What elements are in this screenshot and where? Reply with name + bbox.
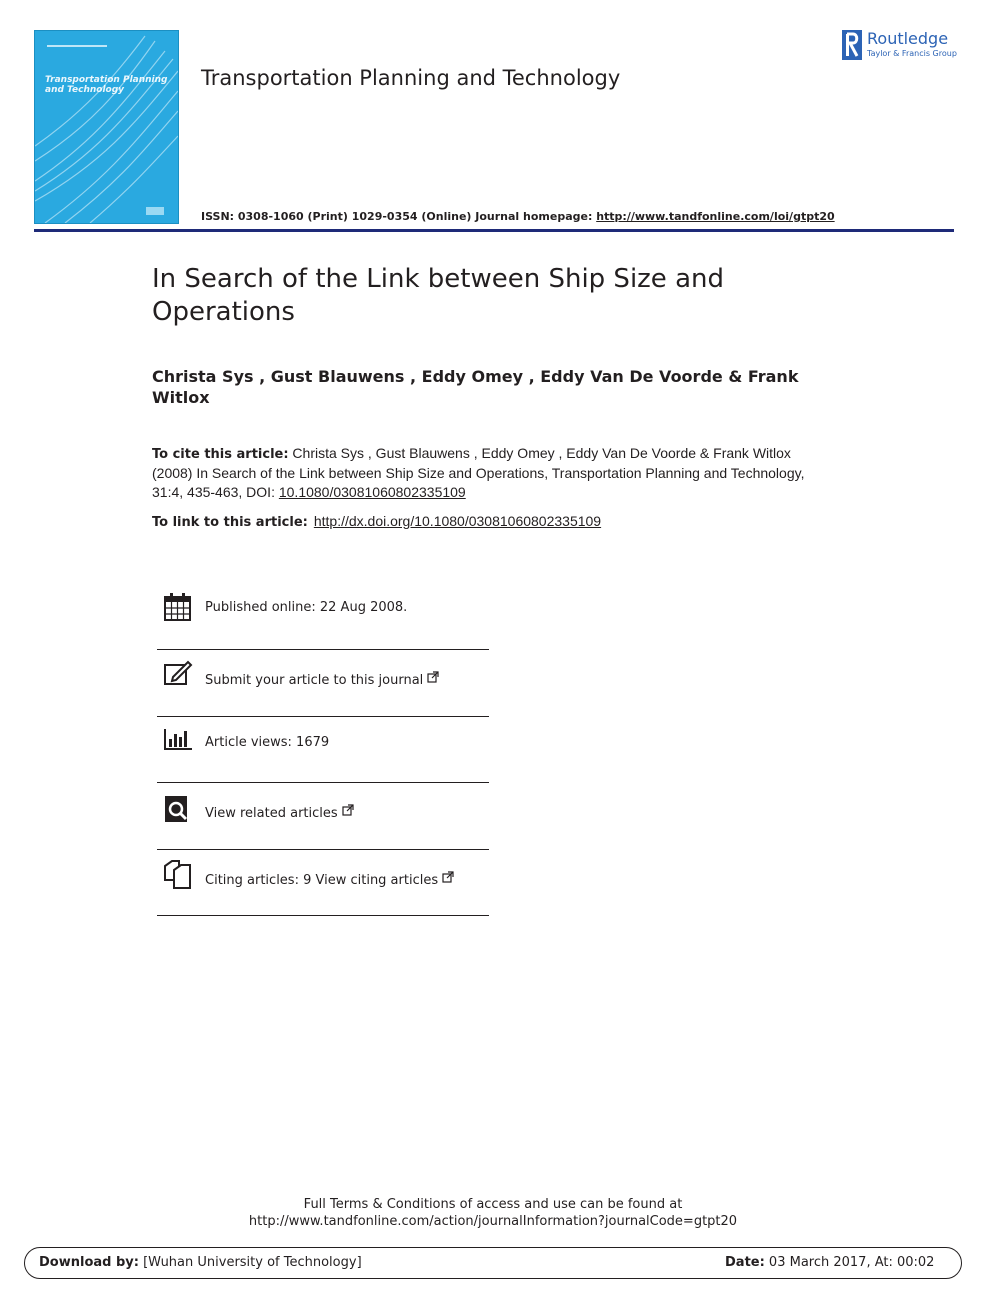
search-icon xyxy=(163,794,193,824)
divider xyxy=(157,649,489,650)
external-link-icon xyxy=(442,871,454,883)
submit-article-text: Submit your article to this journal xyxy=(205,673,424,688)
publisher-name: Routledge xyxy=(867,29,949,48)
published-online-text: Published online: 22 Aug 2008. xyxy=(205,600,408,615)
divider xyxy=(157,716,489,717)
external-link-icon xyxy=(342,804,354,816)
download-info-bar xyxy=(24,1247,962,1279)
article-link-line xyxy=(152,513,601,530)
divider xyxy=(157,915,489,916)
download-by xyxy=(39,1255,362,1270)
article-authors: Christa Sys , Gust Blauwens , Eddy Omey , Eddy Van De Voorde & Frank Witlox xyxy=(152,367,799,407)
related-articles-text: View related articles xyxy=(205,806,338,821)
publisher-group: Taylor & Francis Group xyxy=(867,49,957,58)
cover-title: Transportation Planning and Technology xyxy=(45,75,168,95)
journal-homepage-link[interactable]: http://www.tandfonline.com/loi/gtpt20 xyxy=(596,210,835,223)
journal-cover-image xyxy=(34,30,179,224)
citation-label: To cite this article: xyxy=(152,447,289,462)
article-link-label: To link to this article: xyxy=(152,515,308,530)
download-label: Download by: xyxy=(39,1255,139,1270)
article-title: In Search of the Link between Ship Size and Operations xyxy=(152,264,724,327)
divider xyxy=(157,782,489,783)
bar-chart-icon xyxy=(163,727,193,757)
edit-icon xyxy=(163,660,193,690)
publisher-logo xyxy=(842,30,962,62)
citing-articles-row[interactable] xyxy=(157,860,489,926)
article-views-row xyxy=(157,727,489,793)
cover-publisher-logo xyxy=(146,207,164,215)
external-link-icon xyxy=(427,671,439,683)
journal-name[interactable]: Transportation Planning and Technology xyxy=(201,66,621,90)
terms-line: Full Terms & Conditions of access and use can be found at xyxy=(303,1197,683,1212)
routledge-logo-icon xyxy=(842,30,862,60)
citing-articles-link[interactable] xyxy=(205,871,454,888)
divider xyxy=(157,849,489,850)
related-articles-row[interactable] xyxy=(157,794,489,860)
cover-road-lines xyxy=(35,31,178,223)
issn-text: ISSN: 0308-1060 (Print) 1029-0354 (Online) Journal homepage: xyxy=(201,210,597,223)
calendar-icon xyxy=(163,592,193,622)
copy-icon xyxy=(163,860,193,890)
citation-text: Christa Sys , Gust Blauwens , Eddy Omey , Eddy Van De Voorde & Frank Witlox (2008) In Search of the Link between Ship Size and Operations, Transportation Planning and Technology, 31:4, 435-463, DOI: xyxy=(152,445,805,500)
terms-url[interactable]: http://www.tandfonline.com/action/journalInformation?journalCode=gtpt20 xyxy=(248,1214,738,1229)
date-label: Date: xyxy=(725,1255,765,1270)
download-date xyxy=(725,1255,934,1270)
submit-article-link[interactable] xyxy=(205,671,439,688)
article-link[interactable]: http://dx.doi.org/10.1080/03081060802335109 xyxy=(313,513,602,529)
date-value: 03 March 2017, At: 00:02 xyxy=(764,1255,935,1270)
citing-articles-text: Citing articles: 9 View citing articles xyxy=(205,873,439,888)
header-divider xyxy=(34,229,954,232)
citation-block xyxy=(152,444,832,502)
issn-line xyxy=(201,210,835,223)
download-value: [Wuhan University of Technology] xyxy=(138,1255,362,1270)
terms-notice xyxy=(0,1196,986,1230)
related-articles-link[interactable] xyxy=(205,804,354,821)
article-views-text: Article views: 1679 xyxy=(205,735,330,750)
doi-link[interactable]: 10.1080/03081060802335109 xyxy=(278,484,466,500)
